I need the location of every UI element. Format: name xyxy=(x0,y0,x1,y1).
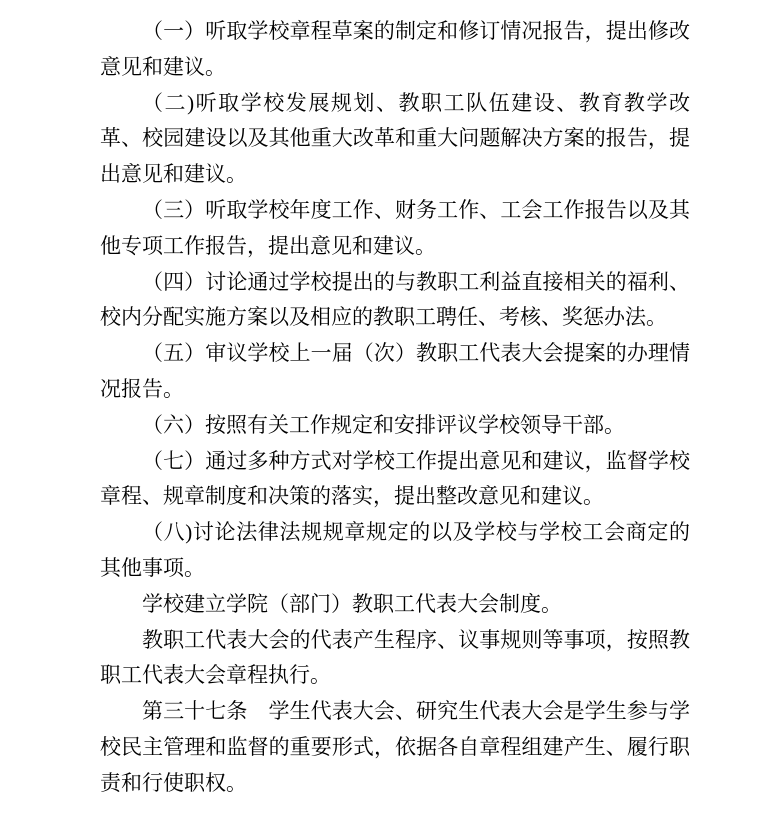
paragraph-item-4: （四）讨论通过学校提出的与教职工利益直接相关的福利、校内分配实施方案以及相应的教职工聘任、考核、奖惩办法。 xyxy=(100,269,690,330)
paragraph-article-37: 第三十七条 学生代表大会、研究生代表大会是学生参与学校民主管理和监督的重要形式，依据各自章程组建产生、履行职责和行使职权。 xyxy=(100,699,690,795)
paragraph-item-5: （五）审议学校上一届（次）教职工代表大会提案的办理情况报告。 xyxy=(100,341,690,401)
paragraph-item-7: （七）通过多种方式对学校工作提出意见和建议，监督学校章程、规章制度和决策的落实，提出整改意见和建议。 xyxy=(100,448,690,509)
paragraph-item-3: （三）听取学校年度工作、财务工作、工会工作报告以及其他专项工作报告，提出意见和建议。 xyxy=(100,197,690,258)
paragraph-item-2: （二)听取学校发展规划、教职工队伍建设、教育教学改革、校园建设以及其他重大改革和重大问题解决方案的报告，提出意见和建议。 xyxy=(100,90,690,187)
paragraph-body-procedure: 教职工代表大会的代表产生程序、议事规则等事项，按照教职工代表大会章程执行。 xyxy=(100,627,690,688)
paragraph-item-8: （八)讨论法律法规规章规定的以及学校与学校工会商定的其他事项。 xyxy=(100,520,690,580)
paragraph-item-1: （一）听取学校章程草案的制定和修订情况报告，提出修改意见和建议。 xyxy=(100,19,690,79)
paragraph-item-6: （六）按照有关工作规定和安排评议学校领导干部。 xyxy=(142,412,625,437)
paragraph-body-institution: 学校建立学院（部门）教职工代表大会制度。 xyxy=(142,591,562,616)
